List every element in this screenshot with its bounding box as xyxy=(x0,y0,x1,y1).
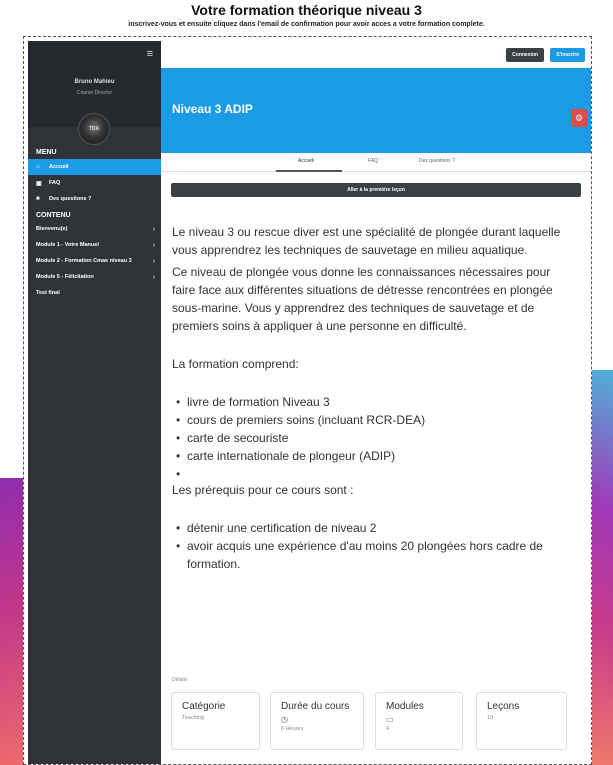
tab-questions[interactable]: Des questions ? xyxy=(419,158,455,164)
decorative-right-shape xyxy=(589,370,613,765)
sidebar-item-label: Test final xyxy=(36,290,60,296)
folder-icon: ▭ xyxy=(386,715,394,724)
sidebar-item-label: Accueil xyxy=(49,164,69,170)
gear-icon[interactable]: ⚙ xyxy=(571,109,587,127)
list-item: • livre de formation Niveau 3 xyxy=(172,393,572,411)
list-item: • cours de premiers soins (incluant RCR-DEA) xyxy=(172,411,572,429)
list-item: • carte internationale de plongeur (ADIP) xyxy=(172,447,572,465)
course-frame xyxy=(23,36,592,765)
menu-section-title: MENU xyxy=(36,149,57,156)
sidebar-item-label: Bienvenu(e) xyxy=(36,226,68,232)
card-title: Modules xyxy=(386,701,424,712)
sidebar xyxy=(28,41,161,765)
course-hero xyxy=(161,68,591,153)
active-tab-indicator xyxy=(276,170,342,172)
description-paragraph: Les prérequis pour ce cours sont : xyxy=(172,483,354,497)
card-value: Teaching xyxy=(182,715,205,721)
user-role: Course Director xyxy=(76,90,112,96)
hamburger-menu-icon[interactable]: ≡ xyxy=(146,48,153,60)
chat-icon: ■ xyxy=(36,196,40,202)
home-icon: ⌂ xyxy=(36,164,40,170)
description-paragraph: La formation comprend: xyxy=(172,357,299,371)
user-name: Bruno Mahieu xyxy=(74,79,115,85)
chevron-right-icon: › xyxy=(152,273,155,281)
detail-card-modules xyxy=(375,692,463,750)
card-value: 4 xyxy=(386,726,390,732)
course-tabs xyxy=(161,153,591,172)
course-title: Niveau 3 ADIP xyxy=(172,102,253,116)
connexion-button[interactable]: Connexion xyxy=(506,48,544,62)
chevron-right-icon: › xyxy=(152,225,155,233)
page-title: Votre formation théorique niveau 3 xyxy=(191,2,422,18)
sidebar-profile xyxy=(28,41,161,132)
sidebar-item-label: FAQ xyxy=(49,180,61,186)
list-item: • avoir acquis une expérience d'au moins 20 plongées hors cadre de formation. xyxy=(172,537,572,573)
card-title: Catégorie xyxy=(182,701,226,712)
sidebar-item-questions[interactable] xyxy=(28,191,161,207)
sidebar-item-bienvenu[interactable] xyxy=(28,221,161,237)
card-value: 6 Heures xyxy=(281,726,304,732)
detail-card-category xyxy=(171,692,260,750)
page-subtitle: inscrivez-vous et ensuite cliquez dans l'email de confirmation pour avoir acces a votre formation complete. xyxy=(128,21,485,28)
card-title: Leçons xyxy=(487,701,520,712)
included-list xyxy=(172,393,572,475)
avatar: TDA xyxy=(78,113,110,145)
card-title: Durée du cours xyxy=(281,701,350,712)
content-section-title: CONTENU xyxy=(36,212,71,219)
top-bar xyxy=(161,37,591,68)
main-content xyxy=(161,37,591,765)
sidebar-item-label: Module 1 - Votre Manuel xyxy=(36,242,99,248)
list-item xyxy=(172,465,572,475)
sidebar-item-label: Module 5 - Félicitation xyxy=(36,274,94,280)
sidebar-item-test-final[interactable] xyxy=(28,285,161,301)
faq-icon: ▣ xyxy=(36,180,42,187)
list-item: • carte de secouriste xyxy=(172,429,572,447)
prerequisites-list xyxy=(172,519,572,573)
clock-icon: ◷ xyxy=(281,715,288,724)
inscrire-button[interactable]: S'inscrire xyxy=(550,48,585,62)
sidebar-item-label: Module 2 - Formation Cmas niveau 3 xyxy=(36,258,132,264)
chevron-right-icon: › xyxy=(152,257,155,265)
sidebar-item-module-1[interactable] xyxy=(28,237,161,253)
tab-accueil[interactable]: Accueil xyxy=(298,158,315,164)
sidebar-item-module-5[interactable] xyxy=(28,269,161,285)
sidebar-item-accueil[interactable] xyxy=(28,159,161,175)
first-lesson-button[interactable]: Aller à la première leçon xyxy=(171,183,581,197)
detail-card-lessons xyxy=(476,692,567,750)
sidebar-item-faq[interactable] xyxy=(28,175,161,191)
card-value: 10 xyxy=(487,715,494,721)
sidebar-item-module-2[interactable] xyxy=(28,253,161,269)
tab-faq[interactable]: FAQ xyxy=(368,158,379,164)
details-cards xyxy=(171,692,581,752)
chevron-right-icon: › xyxy=(152,241,155,249)
detail-card-duration xyxy=(270,692,364,750)
course-description xyxy=(172,223,572,573)
description-paragraph: Ce niveau de plongée vous donne les connaissances nécessaires pour faire face aux différentes situations de détresse rencontrées en plongée sous-marine. Vous y apprendrez des techniques de sauvetage et de premiers soins à appliquer à une personne en difficulté. xyxy=(172,265,553,333)
details-label: Détails xyxy=(172,677,188,683)
list-item: • détenir une certification de niveau 2 xyxy=(172,519,572,537)
description-paragraph: Le niveau 3 ou rescue diver est une spécialité de plongée durant laquelle vous apprendrez les techniques de sauvetage en milieu aquatique. xyxy=(172,225,561,257)
sidebar-item-label: Des questions ? xyxy=(49,196,92,202)
